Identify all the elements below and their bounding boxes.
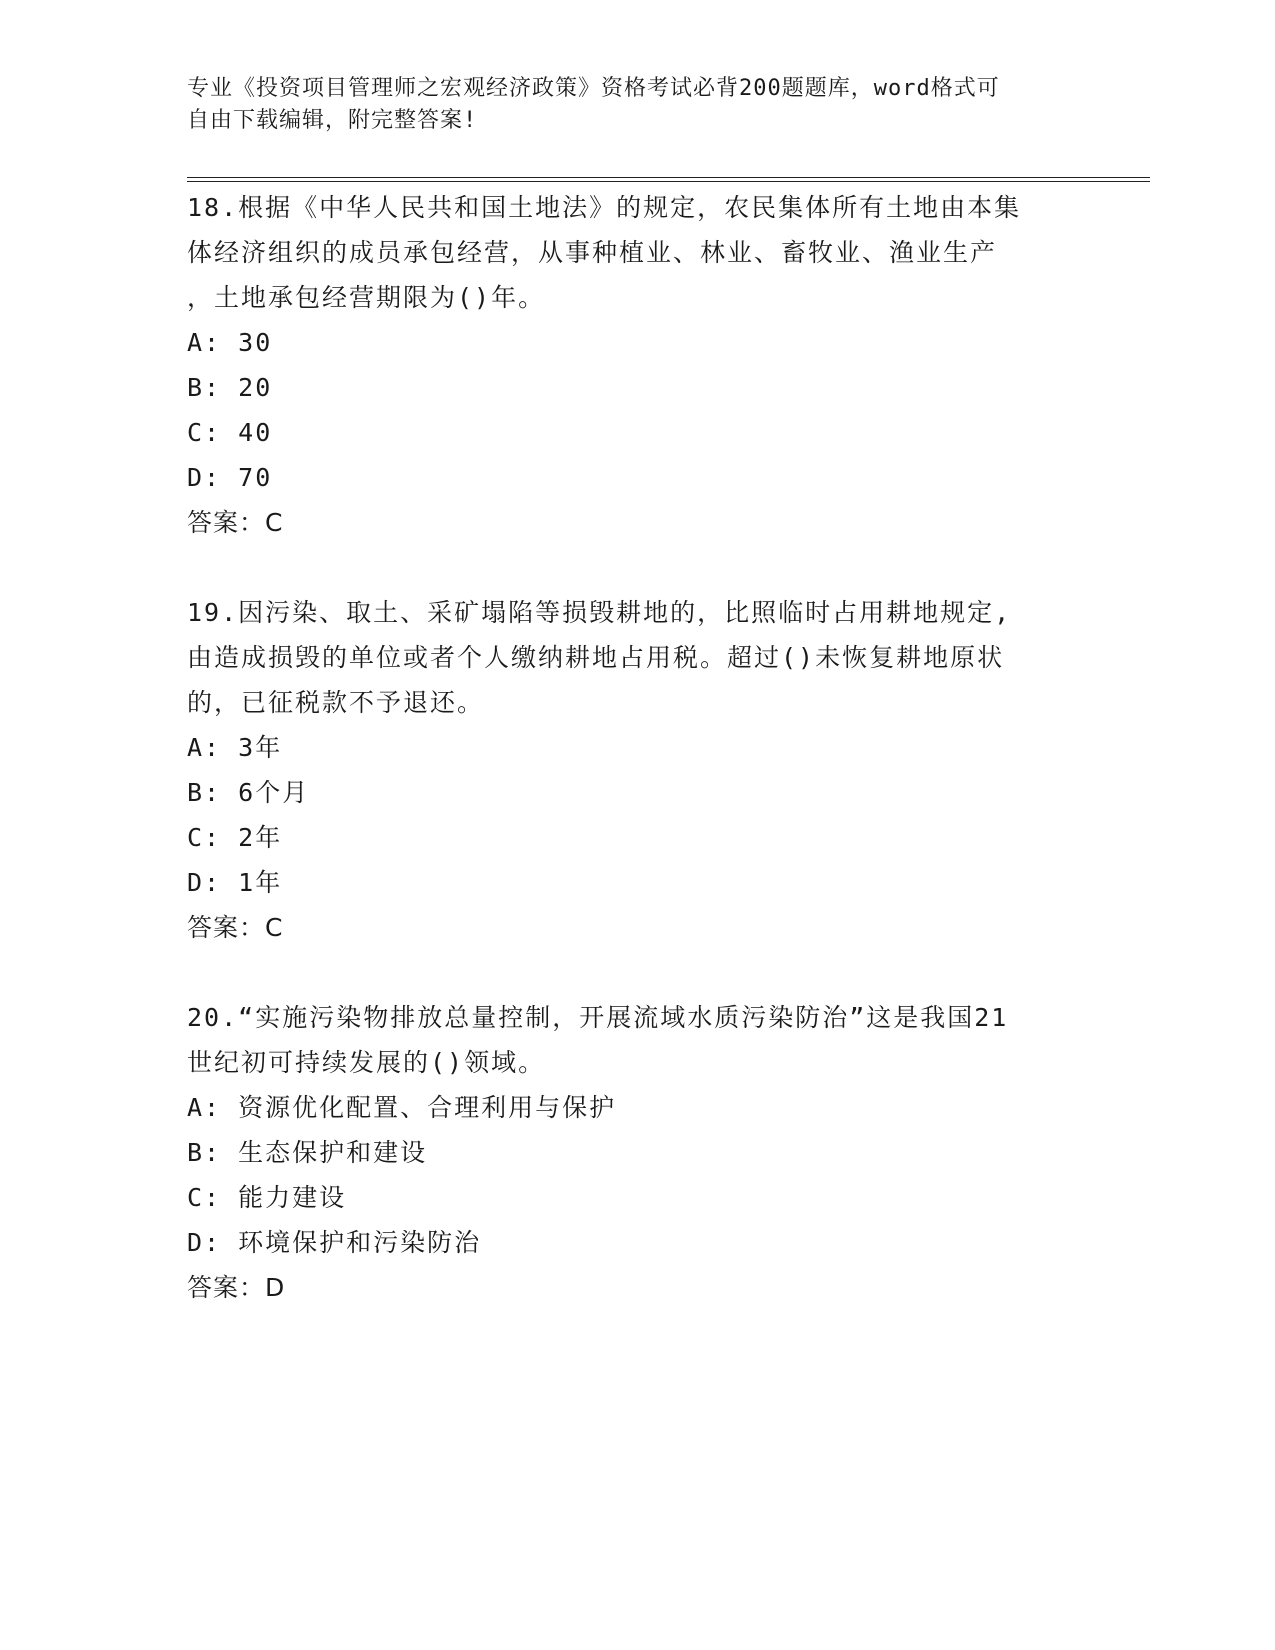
- question-stem: [187, 995, 1087, 1085]
- stem-line: ，土地承包经营期限为()年。: [187, 283, 546, 312]
- question-20: [187, 995, 1087, 1310]
- question-stem: [187, 185, 1087, 320]
- option-c: C: 40: [187, 418, 273, 447]
- option-c: C: 能力建设: [187, 1183, 347, 1212]
- question-stem: [187, 590, 1087, 725]
- stem-line: 由造成损毁的单位或者个人缴纳耕地占用税。超过()未恢复耕地原状: [187, 643, 1005, 672]
- stem-line: 19.因污染、取土、采矿塌陷等损毁耕地的，比照临时占用耕地规定,: [187, 598, 1012, 627]
- stem-line: 的，已征税款不予退还。: [187, 688, 485, 717]
- stem-line: 世纪初可持续发展的()领域。: [187, 1048, 546, 1077]
- header-divider: [187, 177, 1150, 182]
- option-a: A: 资源优化配置、合理利用与保护: [187, 1093, 617, 1122]
- option-c: C: 2年: [187, 823, 283, 852]
- answer: 答案：C: [187, 508, 284, 537]
- option-d: D: 70: [187, 463, 273, 492]
- option-b: B: 生态保护和建设: [187, 1138, 428, 1167]
- question-19: [187, 590, 1087, 950]
- stem-line: 体经济组织的成员承包经营，从事种植业、林业、畜牧业、渔业生产: [187, 238, 998, 267]
- option-a: A: 30: [187, 328, 273, 357]
- answer: 答案：D: [187, 1273, 286, 1302]
- option-d: D: 环境保护和污染防治: [187, 1228, 482, 1257]
- answer: 答案：C: [187, 913, 284, 942]
- stem-line: 18.根据《中华人民共和国土地法》的规定，农民集体所有土地由本集: [187, 193, 1022, 222]
- question-18: [187, 185, 1087, 545]
- stem-line: 20.“实施污染物排放总量控制，开展流域水质污染防治”这是我国21: [187, 1003, 1009, 1032]
- option-a: A: 3年: [187, 733, 283, 762]
- option-d: D: 1年: [187, 868, 283, 897]
- header-line-1: 专业《投资项目管理师之宏观经济政策》资格考试必背200题题库，word格式可: [187, 76, 1000, 101]
- option-b: B: 6个月: [187, 778, 310, 807]
- document-header: [187, 73, 1067, 137]
- option-b: B: 20: [187, 373, 273, 402]
- header-line-2: 自由下载编辑，附完整答案!: [187, 108, 478, 133]
